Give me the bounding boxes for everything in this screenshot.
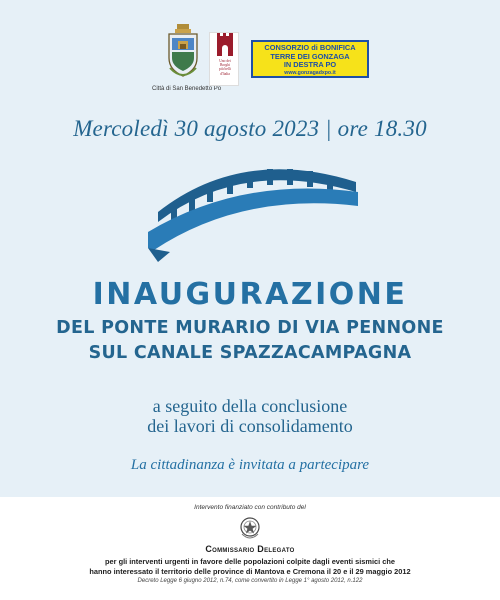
consorzio-logo [251, 40, 369, 78]
comune-label: Città di San Benedetto Po [152, 86, 222, 92]
tower-icon [217, 36, 233, 56]
consorzio-line-1: CONSORZIO di BONIFICA [264, 43, 356, 52]
italian-republic-emblem-icon [239, 516, 261, 540]
decree-note: Decreto Legge 6 giugno 2012, n.74, come convertito in Legge 1° agosto 2012, n.122 [137, 578, 363, 584]
commissioner-desc-line-2: hanno interessato il territorio delle province di Mantova e Cremona il 20 e il 29 maggio 2012 [89, 567, 411, 576]
consorzio-line-2: TERRE DEI GONZAGA [270, 51, 350, 61]
event-date: Mercoledì 30 agosto 2023 | ore 18.30 [73, 116, 427, 141]
subtitle-line-2: SUL CANALE SPAZZACAMPAGNA [88, 343, 412, 363]
bridge-icon [144, 150, 358, 262]
borghi-logo [209, 32, 239, 86]
commissioner-desc-line-1: per gli interventi urgenti in favore delle popolazioni colpite dagli eventi sismici che [105, 557, 395, 566]
consorzio-line-3: IN DESTRA PO [283, 60, 337, 69]
consorzio-url: www.gonzagadxpo.it [284, 69, 336, 76]
event-title: INAUGURAZIONE [92, 277, 408, 312]
description-line-2: dei lavori di consolidamento [147, 416, 353, 436]
commissioner-title: Commissario Delegato [205, 544, 295, 554]
subtitle-line-1: DEL PONTE MURARIO DI VIA PENNONE [56, 318, 444, 338]
logos-row [0, 24, 500, 100]
borghi-text: Uno dei Borghi più belli d'Italia [219, 59, 231, 76]
comune-crest-icon [166, 24, 200, 82]
description-line-1: a seguito della conclusione [152, 396, 348, 416]
funding-note: Intervento finanziato con contributo del [194, 504, 306, 511]
invitation-text: La cittadinanza è invitata a partecipare [130, 457, 370, 473]
